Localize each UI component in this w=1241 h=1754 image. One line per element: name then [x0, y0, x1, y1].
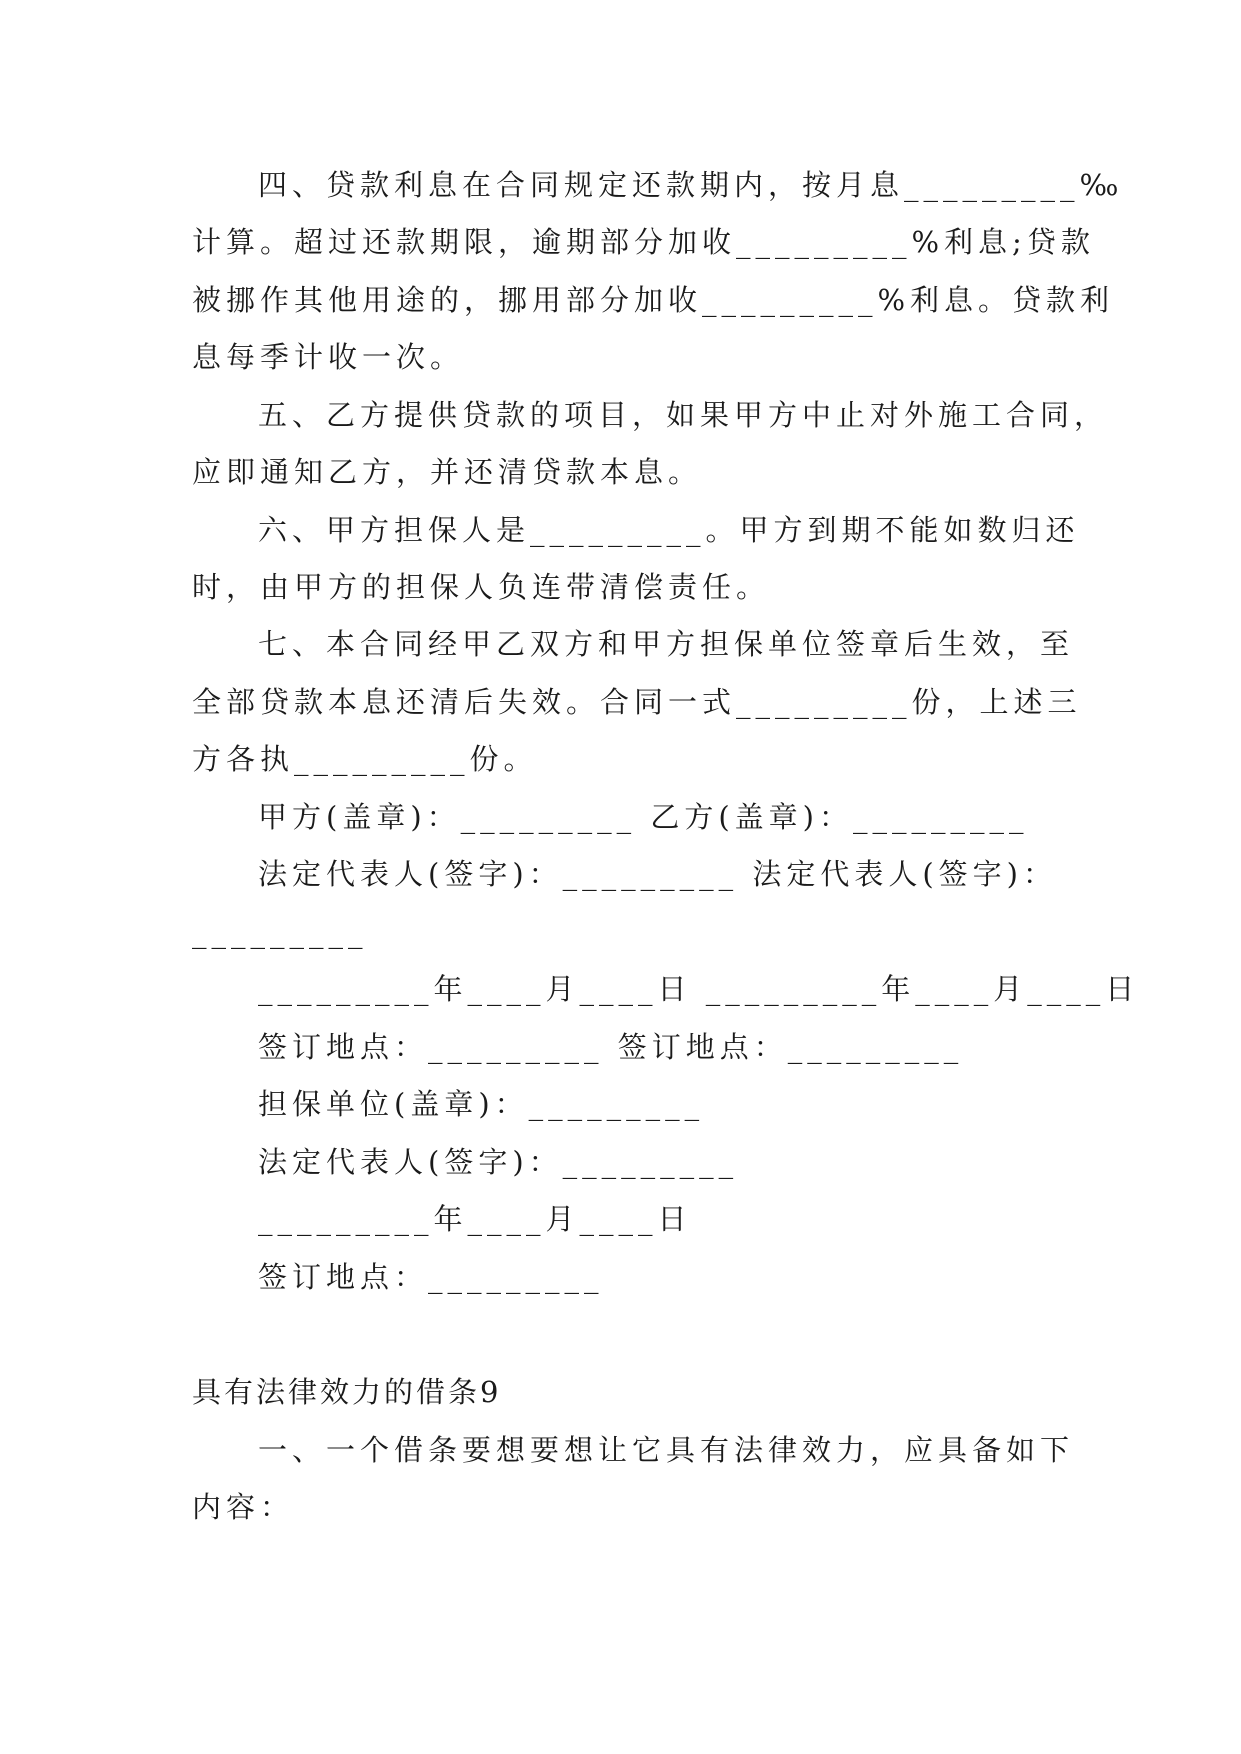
signature-parties-line: 甲方(盖章)：_________ 乙方(盖章)：_________	[258, 800, 1029, 834]
guarantor-seal-line: 担保单位(盖章)：_________	[258, 1087, 705, 1121]
section-paragraph-line-1: 一、一个借条要想要想让它具有法律效力，应具备如下	[258, 1433, 1075, 1467]
legal-representative-blank: _________	[192, 915, 368, 949]
legal-representatives-line: 法定代表人(签字)：_________ 法定代表人(签字)：	[258, 857, 1057, 891]
section-heading: 具有法律效力的借条9	[192, 1375, 502, 1409]
paragraph-4-line-2: 计算。超过还款期限，逾期部分加收_________%利息;贷款	[192, 225, 1095, 259]
signing-dates-line: _________年____月____日 _________年____月____日	[258, 972, 1140, 1006]
paragraph-5-line-1: 五、乙方提供贷款的项目，如果甲方中止对外施工合同，	[258, 398, 1109, 432]
section-paragraph-line-2: 内容：	[192, 1490, 295, 1524]
paragraph-6-line-1: 六、甲方担保人是_________。甲方到期不能如数归还	[258, 513, 1080, 547]
paragraph-4-line-4: 息每季计收一次。	[192, 340, 465, 374]
paragraph-7-line-1: 七、本合同经甲乙双方和甲方担保单位签章后生效，至	[258, 627, 1075, 661]
guarantor-representative-line: 法定代表人(签字)：_________	[258, 1145, 739, 1179]
guarantor-date-line: _________年____月____日	[258, 1202, 692, 1236]
paragraph-4-line-3: 被挪作其他用途的，挪用部分加收_________%利息。贷款利	[192, 283, 1115, 317]
signing-places-line: 签订地点：_________ 签订地点：_________	[258, 1030, 964, 1064]
paragraph-4-line-1: 四、贷款利息在合同规定还款期内，按月息_________‰	[258, 168, 1124, 202]
paragraph-5-line-2: 应即通知乙方，并还清贷款本息。	[192, 455, 703, 489]
paragraph-7-line-2: 全部贷款本息还清后失效。合同一式_________份，上述三	[192, 685, 1082, 719]
paragraph-6-line-2: 时，由甲方的担保人负连带清偿责任。	[192, 570, 771, 604]
paragraph-7-line-3: 方各执_________份。	[192, 742, 538, 776]
guarantor-place-line: 签订地点：_________	[258, 1260, 604, 1294]
